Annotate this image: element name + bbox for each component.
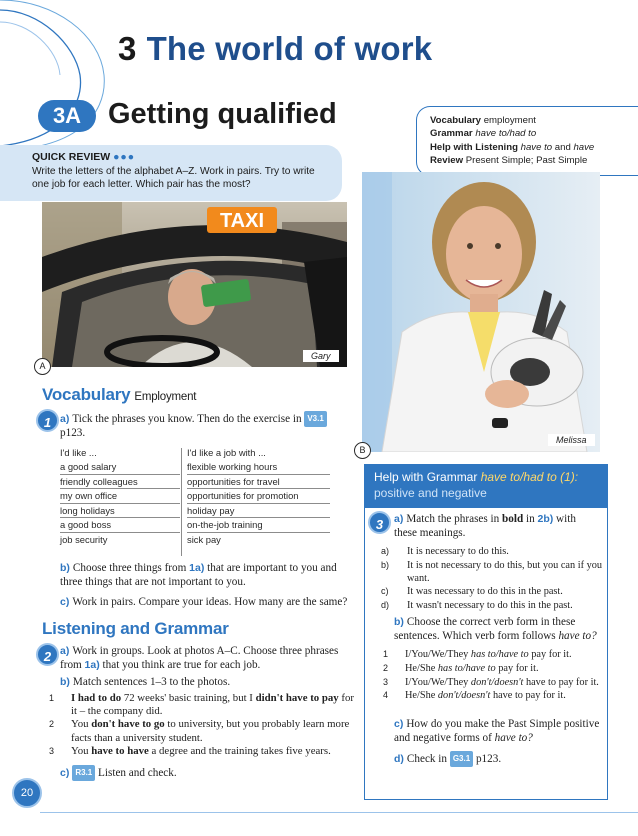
page-number: 20: [12, 778, 42, 808]
phrase-row: my own office: [60, 489, 180, 504]
photo-marker-a: A: [34, 358, 51, 375]
unit-title: [118, 30, 432, 68]
photo-caption-melissa: Melissa: [548, 434, 595, 446]
table-column-job-with: [187, 446, 330, 548]
exercise-3a-instruction: a) Match the phrases in bold in 2b) with these meanings.: [394, 513, 576, 539]
photo-caption-gary: Gary: [303, 350, 339, 362]
verb-form-3: 3 I/You/We/They don't/doesn't have to pay for it.: [383, 676, 599, 688]
phrase-row: opportunities for travel: [187, 475, 330, 490]
help-grammar-title-highlight: have to/had to (1):: [480, 470, 579, 484]
listening-grammar-heading: Listening and Grammar: [42, 619, 229, 638]
sentence-1: 1 I had to do 72 weeks' basic training, but I didn't have to pay for it – the company did.: [49, 692, 355, 718]
exercise-2c-instruction: c) R3.1 Listen and check.: [60, 767, 177, 779]
help-grammar-title: Help with Grammar: [374, 470, 478, 484]
lesson-objectives-box: [416, 106, 638, 176]
phrase-row: holiday pay: [187, 504, 330, 519]
exercise-3d-instruction: d) Check in G3.1 p123.: [394, 753, 502, 765]
verb-forms-list: [383, 648, 604, 703]
footer-rule: [40, 812, 638, 813]
quick-review-text: Write the letters of the alphabet A–Z. Work in pairs. Try to write one job for each letter. Which pair has the most?: [32, 166, 315, 191]
verb-form-2: 2 He/She has to/have to pay for it.: [383, 662, 539, 674]
phrase-row: friendly colleagues: [60, 475, 180, 490]
photo-taxi-driver: [42, 202, 347, 367]
phrase-row: a good salary: [60, 460, 180, 475]
phrase-row: opportunities for promotion: [187, 489, 330, 504]
help-with-grammar-header: [364, 464, 608, 508]
meaning-b: b) It is not necessary to do this, but you can if you want.: [381, 559, 603, 584]
exercise-3c-instruction: c) How do you make the Past Simple positive and negative forms of have to?: [394, 718, 600, 744]
reference-badge-g3-1: G3.1: [450, 751, 473, 767]
meaning-c: c) It was necessary to do this in the past.: [381, 586, 563, 598]
phrase-row: sick pay: [187, 533, 221, 545]
sentence-3: 3 You have to have a degree and the training takes five years.: [49, 744, 331, 757]
exercise-2b-instruction: b) Match sentences 1–3 to the photos.: [60, 676, 231, 688]
exercise-1c-instruction: c) Work in pairs. Compare your ideas. How many are the same?: [60, 596, 348, 608]
phrase-row: a good boss: [60, 518, 180, 533]
objective-listening: Help with Listening have to and have: [430, 141, 595, 153]
reference-badge-r3-1: R3.1: [72, 765, 95, 781]
sentence-2: 2 You don't have to go to university, but you probably learn more facts than a university student.: [49, 718, 350, 744]
exercise-1-number: 1: [36, 409, 59, 432]
unit-number: 3: [118, 30, 137, 67]
lesson-title: Getting qualified: [108, 98, 337, 130]
exercise-2a-instruction: a) Work in groups. Look at photos A–C. Choose three phrases from 1a) that you think are true for each job.: [60, 645, 339, 671]
phrase-row: job security: [60, 533, 108, 545]
phrase-row: long holidays: [60, 504, 180, 519]
lesson-code-badge: 3A: [38, 100, 96, 132]
column-header-job-with: I'd like a job with ...: [187, 447, 266, 458]
exercise-2-sentences: [49, 692, 356, 758]
vocabulary-heading: Vocabulary Employment: [42, 385, 197, 404]
table-column-id-like: [60, 446, 180, 548]
meanings-list: [381, 545, 604, 613]
exercise-1b-instruction: b) Choose three things from 1a) that are important to you and three things that are not important to you.: [60, 562, 337, 588]
exercise-2-number: 2: [36, 643, 59, 666]
exercise-3-number: 3: [368, 511, 391, 534]
help-grammar-subtitle: positive and negative: [374, 486, 487, 500]
unit-title-text: The world of work: [146, 30, 433, 67]
table-divider: [181, 448, 182, 556]
objective-vocabulary: Vocabulary employment: [430, 115, 536, 126]
quick-review-title: QUICK REVIEW ●●●: [32, 151, 136, 163]
meaning-a: a) It is necessary to do this.: [381, 546, 509, 557]
quick-review-box: [0, 145, 342, 201]
photo-vet: [362, 172, 600, 452]
phrase-row: on-the-job training: [187, 518, 330, 533]
verb-form-1: 1 I/You/We/They has to/have to pay for it.: [383, 649, 572, 660]
reference-badge-v3-1: V3.1: [304, 411, 326, 427]
photo-marker-b: B: [354, 442, 371, 459]
exercise-3b-instruction: b) Choose the correct verb form in these sentences. Which verb form follows have to?: [394, 616, 597, 642]
meaning-d: d) It wasn't necessary to do this in the past.: [381, 600, 573, 612]
exercise-1a-instruction: a) Tick the phrases you know. Then do the exercise in V3.1 p123.: [60, 411, 332, 440]
phrase-row: flexible working hours: [187, 460, 330, 475]
objective-review: Review Present Simple; Past Simple: [430, 155, 588, 167]
column-header-id-like: I'd like ...: [60, 447, 97, 458]
objective-grammar: Grammar have to/had to: [430, 128, 537, 140]
taxi-sign-text: TAXI: [219, 210, 265, 232]
verb-form-4: 4 He/She don't/doesn't have to pay for it.: [383, 690, 566, 702]
